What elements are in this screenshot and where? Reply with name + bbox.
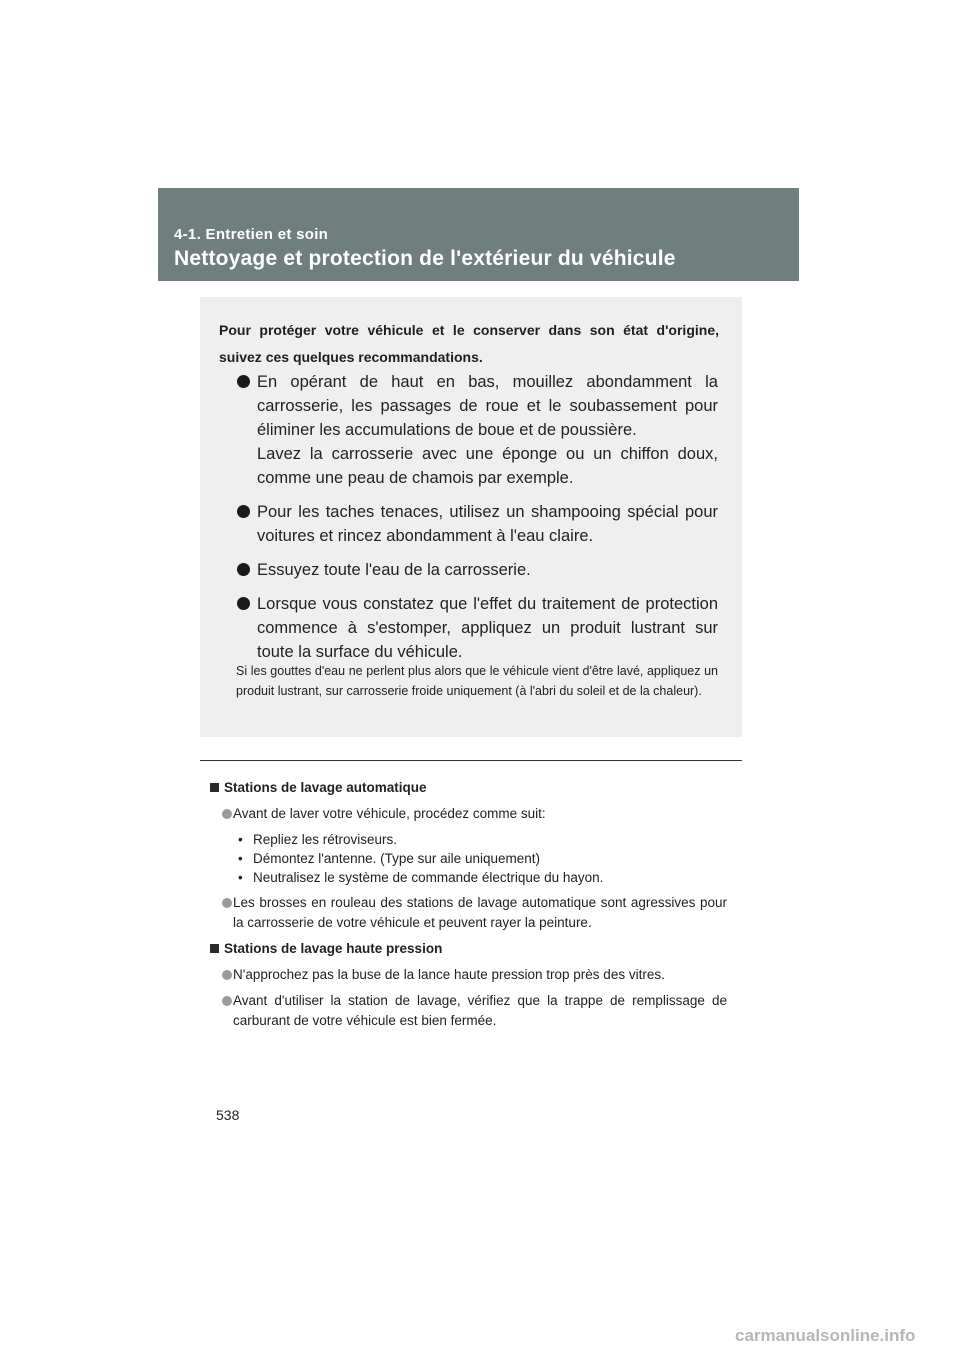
bullet-icon [237,375,250,388]
recommendation-text: Essuyez toute l'eau de la carrosserie. [257,561,531,579]
recommendation-text: Lorsque vous constatez que l'effet du traitement de protection commence à s'estomper, appliquez un produit lustrant sur toute la surface du véhicule. [257,595,718,661]
step-item: • Neutralisez le système de commande électrique du hayon. [238,870,604,885]
detail-item: Les brosses en rouleau des stations de lavage automatique sont agressives pour la carrosserie de votre véhicule et peuvent rayer la peinture. [210,893,727,933]
step-item: • Démontez l'antenne. (Type sur aile uniquement) [238,851,540,866]
detail-item: Avant de laver votre véhicule, procédez comme suit: • Repliez les rétroviseurs. • Démontez l'antenne. (Type sur aile uniquement) • Neutralisez le système de commande électrique du hayon. [210,804,727,887]
recommendation-text: En opérant de haut en bas, mouillez abondamment la carrosserie, les passages de roue et le soubassement pour éliminer les accumulations de boue et de poussière. [257,373,718,439]
details-section [210,778,727,1037]
recommendation-list [237,370,718,674]
recommendation-text: Lavez la carrosserie avec une éponge ou un chiffon doux, comme une peau de chamois par exemple. [257,445,718,487]
detail-item: Avant d'utiliser la station de lavage, vérifiez que la trappe de remplissage de carburant de votre véhicule est bien fermée. [210,991,727,1031]
intro-box [200,297,742,737]
bullet-icon [237,597,250,610]
subheading-automatic: Stations de lavage automatique [210,778,727,798]
recommendation-item [237,370,718,490]
recommendation-item [237,592,718,664]
bullet-icon [222,970,232,980]
watermark: carmanualsonline.info [735,1326,916,1345]
bullet-icon [222,996,232,1006]
section-header [158,188,799,281]
page-number: 538 [216,1107,240,1123]
intro-text: Pour protéger votre véhicule et le conserver dans son état d'origine, suivez ces quelques recommandations. [219,322,719,365]
bullet-icon [222,898,232,908]
square-bullet-icon [210,944,219,953]
section-label: 4-1. Entretien et soin [174,226,329,243]
bullet-icon [237,563,250,576]
divider [200,760,742,761]
step-list [233,830,727,887]
subheading-high-pressure: Stations de lavage haute pression [210,939,727,959]
bullet-icon [222,809,232,819]
intro-note: Si les gouttes d'eau ne perlent plus alors que le véhicule vient d'être lavé, appliquez un produit lustrant, sur carrosserie froide uniquement (à l'abri du soleil et de la chaleur). [236,664,718,698]
detail-item: N'approchez pas la buse de la lance haute pression trop près des vitres. [210,965,727,985]
recommendation-text: Pour les taches tenaces, utilisez un shampooing spécial pour voitures et rincez abondamment à l'eau claire. [257,503,718,545]
square-bullet-icon [210,783,219,792]
bullet-icon [237,505,250,518]
recommendation-item [237,500,718,548]
recommendation-item [237,558,718,582]
step-item: • Repliez les rétroviseurs. [238,832,398,847]
page-title: Nettoyage et protection de l'extérieur du véhicule [174,247,676,270]
